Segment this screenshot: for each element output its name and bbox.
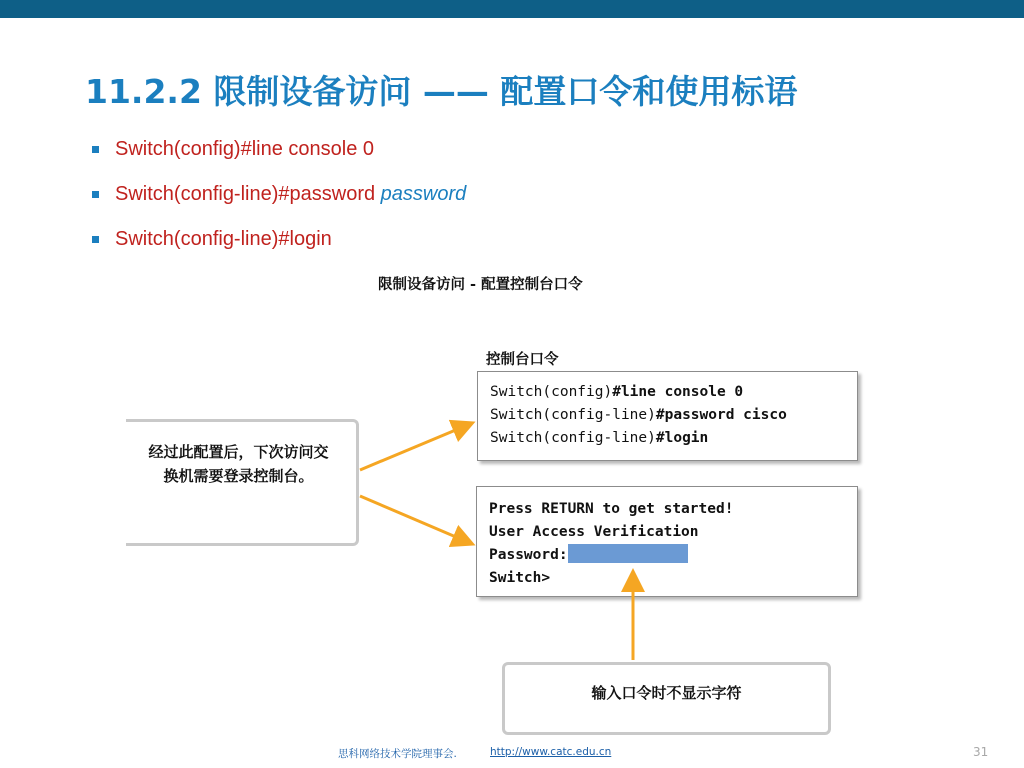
terminal-prompt: Switch(config-line) — [490, 430, 656, 446]
terminal-command: #login — [655, 430, 709, 446]
terminal-prompt: Switch(config-line) — [490, 407, 656, 423]
arrow-to-login-terminal — [360, 496, 470, 543]
title-section-number: 11.2.2 — [85, 72, 202, 111]
terminal-command: #password cisco — [655, 407, 787, 423]
bullet-command: Switch(config-line)#login — [115, 228, 332, 250]
password-prompt: Password: — [489, 547, 568, 563]
terminal-line: Press RETURN to get started! — [489, 501, 734, 517]
arrow-to-config-terminal — [360, 424, 470, 470]
figure-title: 限制设备访问 - 配置控制台口令 — [378, 277, 583, 293]
callout-line: 经过此配置后，下次访问交 — [148, 443, 329, 461]
footer-organization: 思科网络技术学院理事会. — [338, 748, 457, 760]
callout-text: 输入口令时不显示字符 — [591, 684, 742, 702]
terminal-command: #line console 0 — [612, 384, 744, 400]
footer-link[interactable]: http://www.catc.edu.cn — [490, 746, 612, 758]
title-text: 限制设备访问 —— 配置口令和使用标语 — [213, 72, 798, 111]
terminal-prompt: Switch(config) — [490, 384, 613, 400]
terminal-line: Switch> — [489, 570, 551, 586]
bullet-command: Switch(config-line)#password — [115, 183, 381, 205]
terminal-line: User Access Verification — [489, 524, 699, 540]
console-password-label: 控制台口令 — [486, 352, 559, 368]
page-number: 31 — [973, 745, 989, 759]
callout-line: 换机需要登录控制台。 — [163, 467, 314, 485]
bullet-argument: password — [380, 183, 467, 205]
bullet-command: Switch(config)#line console 0 — [115, 138, 375, 160]
